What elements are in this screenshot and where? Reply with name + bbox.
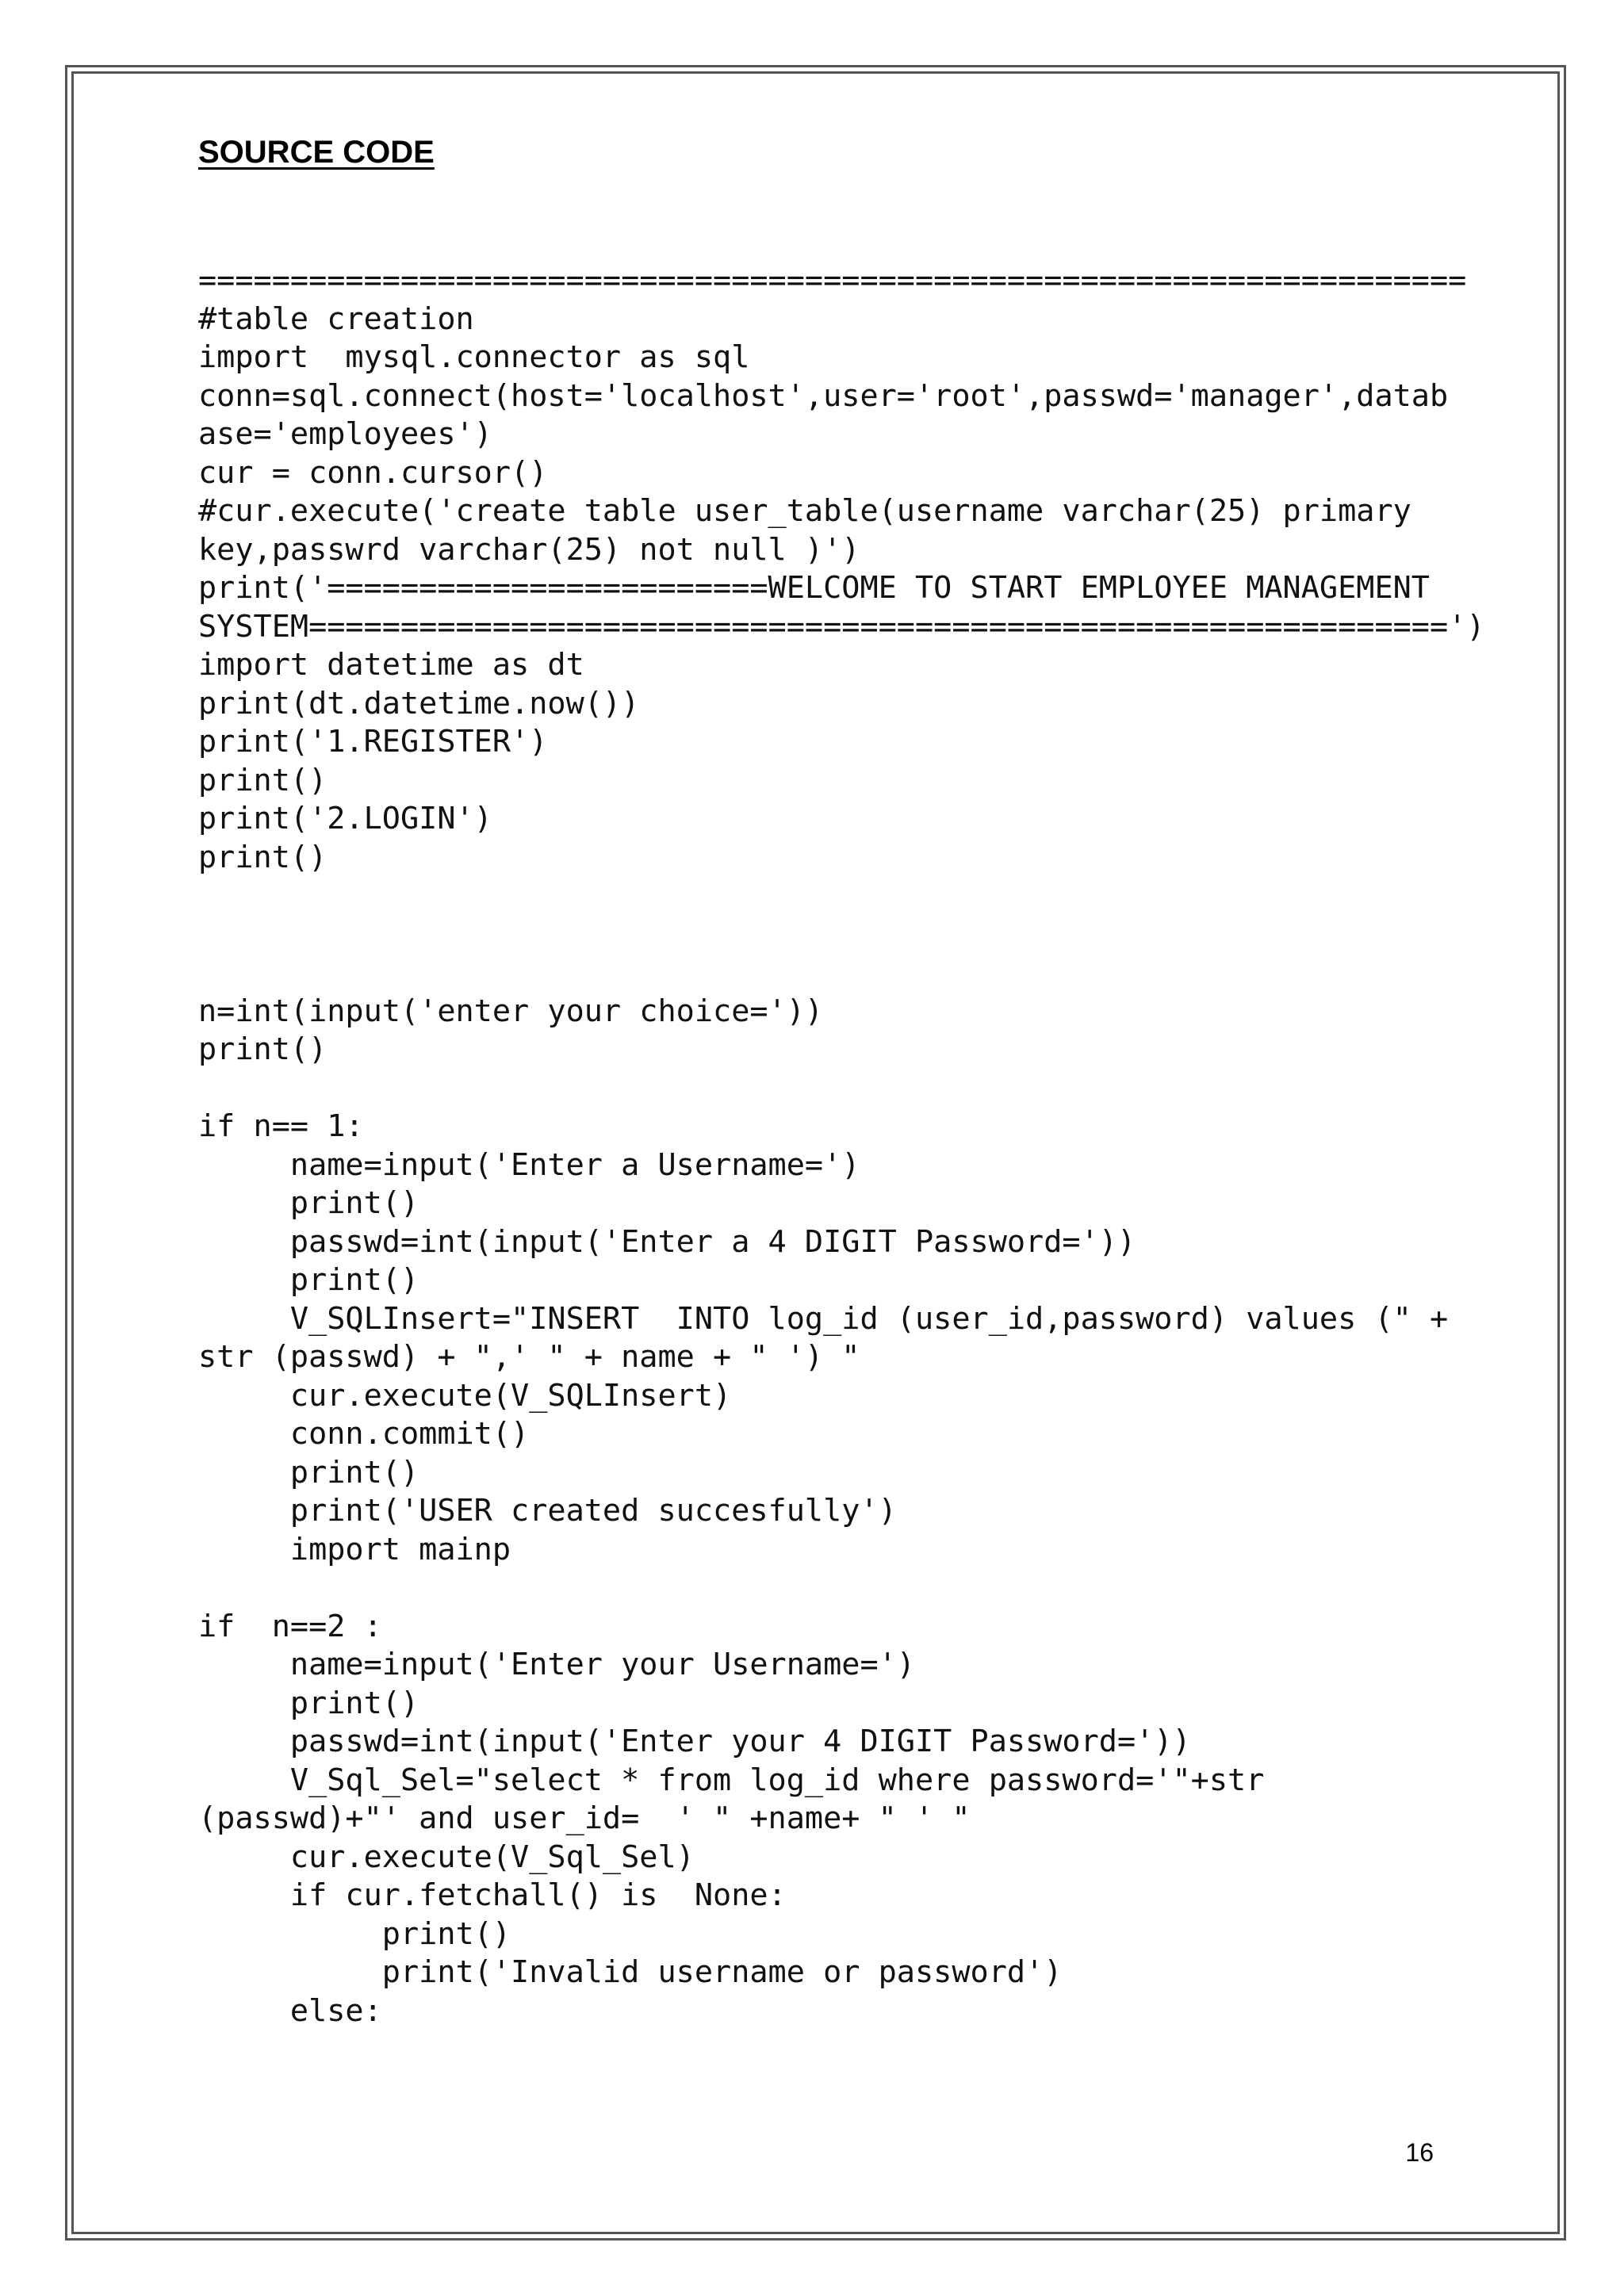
code-line: conn.commit() [198, 1416, 530, 1452]
code-line: if n== 1: [198, 1108, 364, 1144]
code-line: print('USER created succesfully') [198, 1493, 897, 1529]
code-line: n=int(input('enter your choice=')) [198, 993, 824, 1029]
code-line: print() [198, 1454, 419, 1490]
code-line: print() [198, 1685, 419, 1721]
code-line: if n==2 : [198, 1608, 382, 1644]
code-line: (passwd)+"' and user_id= ' " +name+ " ' " [198, 1800, 971, 1836]
code-line: import mainp [198, 1531, 511, 1567]
code-line: cur.execute(V_SQLInsert) [198, 1377, 732, 1414]
section-heading: SOURCE CODE [198, 135, 435, 170]
code-line: name=input('Enter your Username=') [198, 1647, 915, 1682]
code-line: ===================================================================== [198, 262, 1467, 298]
code-line: print() [198, 1031, 327, 1067]
code-line [198, 916, 1485, 955]
code-line [198, 1569, 1485, 1608]
code-line [198, 954, 1485, 993]
code-line: print() [198, 1262, 419, 1298]
code-line: print(dt.datetime.now()) [198, 685, 640, 721]
code-line: V_Sql_Sel="select * from log_id where password='"+str [198, 1762, 1265, 1798]
code-line: print() [198, 1185, 419, 1221]
code-line: SYSTEM==============================================================') [198, 608, 1485, 645]
code-line: str (passwd) + ",' " + name + " ') " [198, 1339, 860, 1375]
code-line: import datetime as dt [198, 647, 584, 683]
code-line: conn=sql.connect(host='localhost',user='root',passwd='manager',datab [198, 377, 1449, 414]
code-line: print('Invalid username or password') [198, 1954, 1063, 1990]
code-line: passwd=int(input('Enter your 4 DIGIT Password=')) [198, 1724, 1191, 1759]
code-line: print('========================WELCOME TO START EMPLOYEE MANAGEMENT [198, 570, 1430, 606]
page-number: 16 [1405, 2138, 1434, 2167]
code-line: key,passwrd varchar(25) not null )') [198, 531, 860, 568]
code-line: V_SQLInsert="INSERT INTO log_id (user_id,password) values (" + [198, 1300, 1449, 1337]
code-line: passwd=int(input('Enter a 4 DIGIT Password=')) [198, 1223, 1136, 1260]
code-line: cur = conn.cursor() [198, 454, 548, 491]
code-line: if cur.fetchall() is None: [198, 1877, 787, 1913]
source-code-block [198, 262, 1485, 2030]
code-line: cur.execute(V_Sql_Sel) [198, 1839, 695, 1875]
code-line: ase='employees') [198, 416, 492, 452]
code-line: else: [198, 1992, 382, 2029]
code-line: print() [198, 839, 327, 875]
code-line: name=input('Enter a Username=') [198, 1146, 860, 1183]
code-line: #table creation [198, 300, 474, 337]
code-line: import mysql.connector as sql [198, 339, 750, 375]
code-line: print('2.LOGIN') [198, 801, 492, 836]
code-line [198, 1070, 1485, 1108]
code-line [198, 877, 1485, 916]
code-line: print('1.REGISTER') [198, 724, 548, 760]
code-line: #cur.execute('create table user_table(username varchar(25) primary [198, 493, 1411, 529]
code-line: print() [198, 762, 327, 798]
code-line: print() [198, 1915, 511, 1952]
